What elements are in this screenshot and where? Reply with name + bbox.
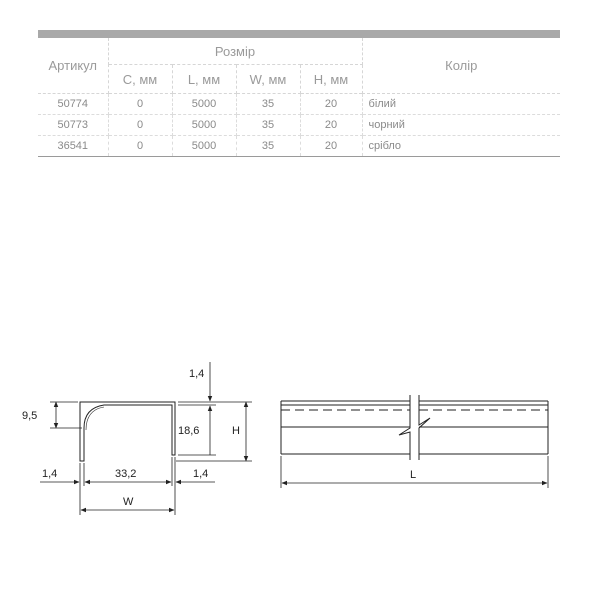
cell-article: 50774 [38,94,108,115]
cell-w: 35 [236,115,300,136]
header-c: C, мм [108,65,172,94]
dim-right-thickness-label: 1,4 [193,468,209,480]
cell-h: 20 [300,94,362,115]
header-article: Артикул [38,34,108,94]
cell-l: 5000 [172,94,236,115]
profile-cross-section [80,402,175,461]
cell-h: 20 [300,115,362,136]
cell-w: 35 [236,94,300,115]
header-l: L, мм [172,65,236,94]
dim-inner-width-label: 33,2 [115,468,137,480]
cell-w: 35 [236,136,300,157]
dim-lip-height [50,402,82,428]
cell-l: 5000 [172,136,236,157]
cell-c: 0 [108,115,172,136]
dim-width-label: W [123,496,134,508]
dim-left-thickness-label: 1,4 [42,468,58,480]
cell-article: 50773 [38,115,108,136]
header-h: H, мм [300,65,362,94]
cell-article: 36541 [38,136,108,157]
cell-color: срібло [362,136,560,157]
cell-color: білий [362,94,560,115]
header-size: Розмір [108,34,362,65]
header-w: W, мм [236,65,300,94]
dim-top-thickness-label: 1,4 [189,368,205,380]
dim-lip-height-label: 9,5 [22,410,38,422]
profile-side-view [281,395,548,460]
cell-l: 5000 [172,115,236,136]
cell-c: 0 [108,136,172,157]
cell-h: 20 [300,136,362,157]
cell-c: 0 [108,94,172,115]
dim-total-height-label: H [232,425,240,437]
dim-inner-height-label: 18,6 [178,425,200,437]
cell-color: чорний [362,115,560,136]
header-color: Колір [362,34,560,94]
dim-length-label: L [410,469,417,481]
